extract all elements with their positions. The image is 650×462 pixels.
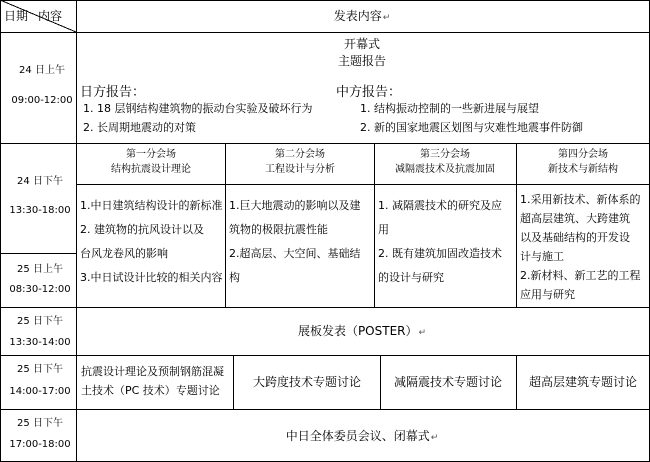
topic-1-line-1: 抗震设计理论及预制钢筋混凝: [81, 365, 224, 378]
china-report-item-2: 2. 新的国家地震区划图与灾难性地震事件防御: [360, 121, 583, 134]
venue-4-line: 1.采用新技术、新体系的: [520, 193, 641, 206]
japan-report-title: 日方报告：: [80, 85, 146, 100]
opening-date: 24 日上午: [19, 65, 65, 76]
poster-time: 13:30-14:00: [9, 337, 71, 348]
venue-4-line: 计与施工: [520, 250, 564, 263]
venue-3-line: 2. 既有建筑加固改造技术: [378, 247, 502, 260]
venue-2-line: 1.巨大地震动的影响以及建: [229, 199, 361, 212]
venue-4-line: 超高层建筑、大跨建筑: [520, 212, 630, 225]
opening-time: 09:00-12:00: [11, 95, 73, 106]
china-report-title: 中方报告：: [336, 85, 402, 100]
china-report-item-1: 1. 结构振动控制的一些新进展与展望: [360, 102, 539, 115]
venue-1-line: 2. 建筑物的抗风设计以及: [80, 223, 204, 236]
closing-date: 25 日下午: [17, 418, 63, 429]
sessions-time-1: 13:30-18:00: [9, 205, 71, 216]
sessions-date-2: 25 日上午: [17, 264, 63, 275]
header-publish-label: 发表内容↵: [333, 9, 391, 23]
venue-2-line: 筑物的极限抗震性能: [229, 223, 328, 236]
venue-3-content: [378, 194, 514, 290]
sessions-date-1: 24 日下午: [17, 176, 63, 187]
sessions-time-2: 08:30-12:00: [9, 284, 71, 295]
venue-3-title: 第三分会场: [420, 149, 470, 160]
venue-4-subtitle: 新技术与新结构: [548, 164, 618, 175]
venue-4-line: 应用与研究: [520, 288, 575, 301]
closing-time: 17:00-18:00: [9, 439, 71, 450]
venue-3-line: 1. 减隔震技术的研究及应: [378, 199, 502, 212]
venue-1-line: 3.中日试设计比较的相关内容: [80, 271, 223, 284]
japan-report-item-2: 2. 长周期地震动的对策: [83, 121, 196, 134]
topics-date: 25 日下午: [17, 364, 63, 375]
venue-2-content: [229, 194, 372, 290]
poster-title: 展板发表（POSTER）↵: [297, 324, 427, 338]
opening-subtitle: 主题报告: [337, 54, 387, 68]
venue-2-line: 2.超高层、大空间、基础结: [229, 247, 361, 260]
header-content-label: 内容: [38, 9, 63, 23]
topic-3: 减隔震技术专题讨论: [393, 375, 503, 389]
venue-4-title: 第四分会场: [558, 149, 608, 160]
venue-1-line: 台风龙卷风的影响: [80, 247, 168, 260]
venue-3-line: 用: [378, 223, 389, 236]
venue-2-subtitle: 工程设计与分析: [265, 164, 335, 175]
venue-1-subtitle: 结构抗震设计理论: [111, 164, 191, 175]
venue-4-content: [520, 190, 648, 304]
venue-1-title: 第一分会场: [126, 149, 176, 160]
venue-2-title: 第二分会场: [275, 149, 325, 160]
topic-2: 大跨度技术专题讨论: [252, 375, 362, 389]
poster-date: 25 日下午: [17, 316, 63, 327]
topics-time: 14:00-17:00: [9, 386, 71, 397]
topic-4: 超高层建筑专题讨论: [528, 375, 638, 389]
venue-1-line: 1.中日建筑结构设计的新标准: [80, 199, 223, 212]
venue-2-line: 构: [229, 271, 240, 284]
venue-4-line: 2.新材料、新工艺的工程: [520, 269, 641, 282]
venue-3-subtitle: 减隔震技术及抗震加固: [395, 164, 495, 175]
venue-3-line: 的设计与研究: [378, 271, 444, 284]
topic-1-line-2: 土技术（PC 技术）专题讨论: [81, 384, 220, 397]
japan-report-item-1: 1. 18 层钢结构建筑物的振动台实验及破坏行为: [83, 102, 313, 115]
opening-title: 开幕式: [343, 37, 381, 51]
header-date-label: 日期: [4, 9, 29, 23]
closing-title: 中日全体委员会议、闭幕式↵: [285, 429, 439, 443]
venue-1-content: [80, 194, 223, 290]
venue-4-line: 以及基础结构的开发设: [520, 231, 630, 244]
